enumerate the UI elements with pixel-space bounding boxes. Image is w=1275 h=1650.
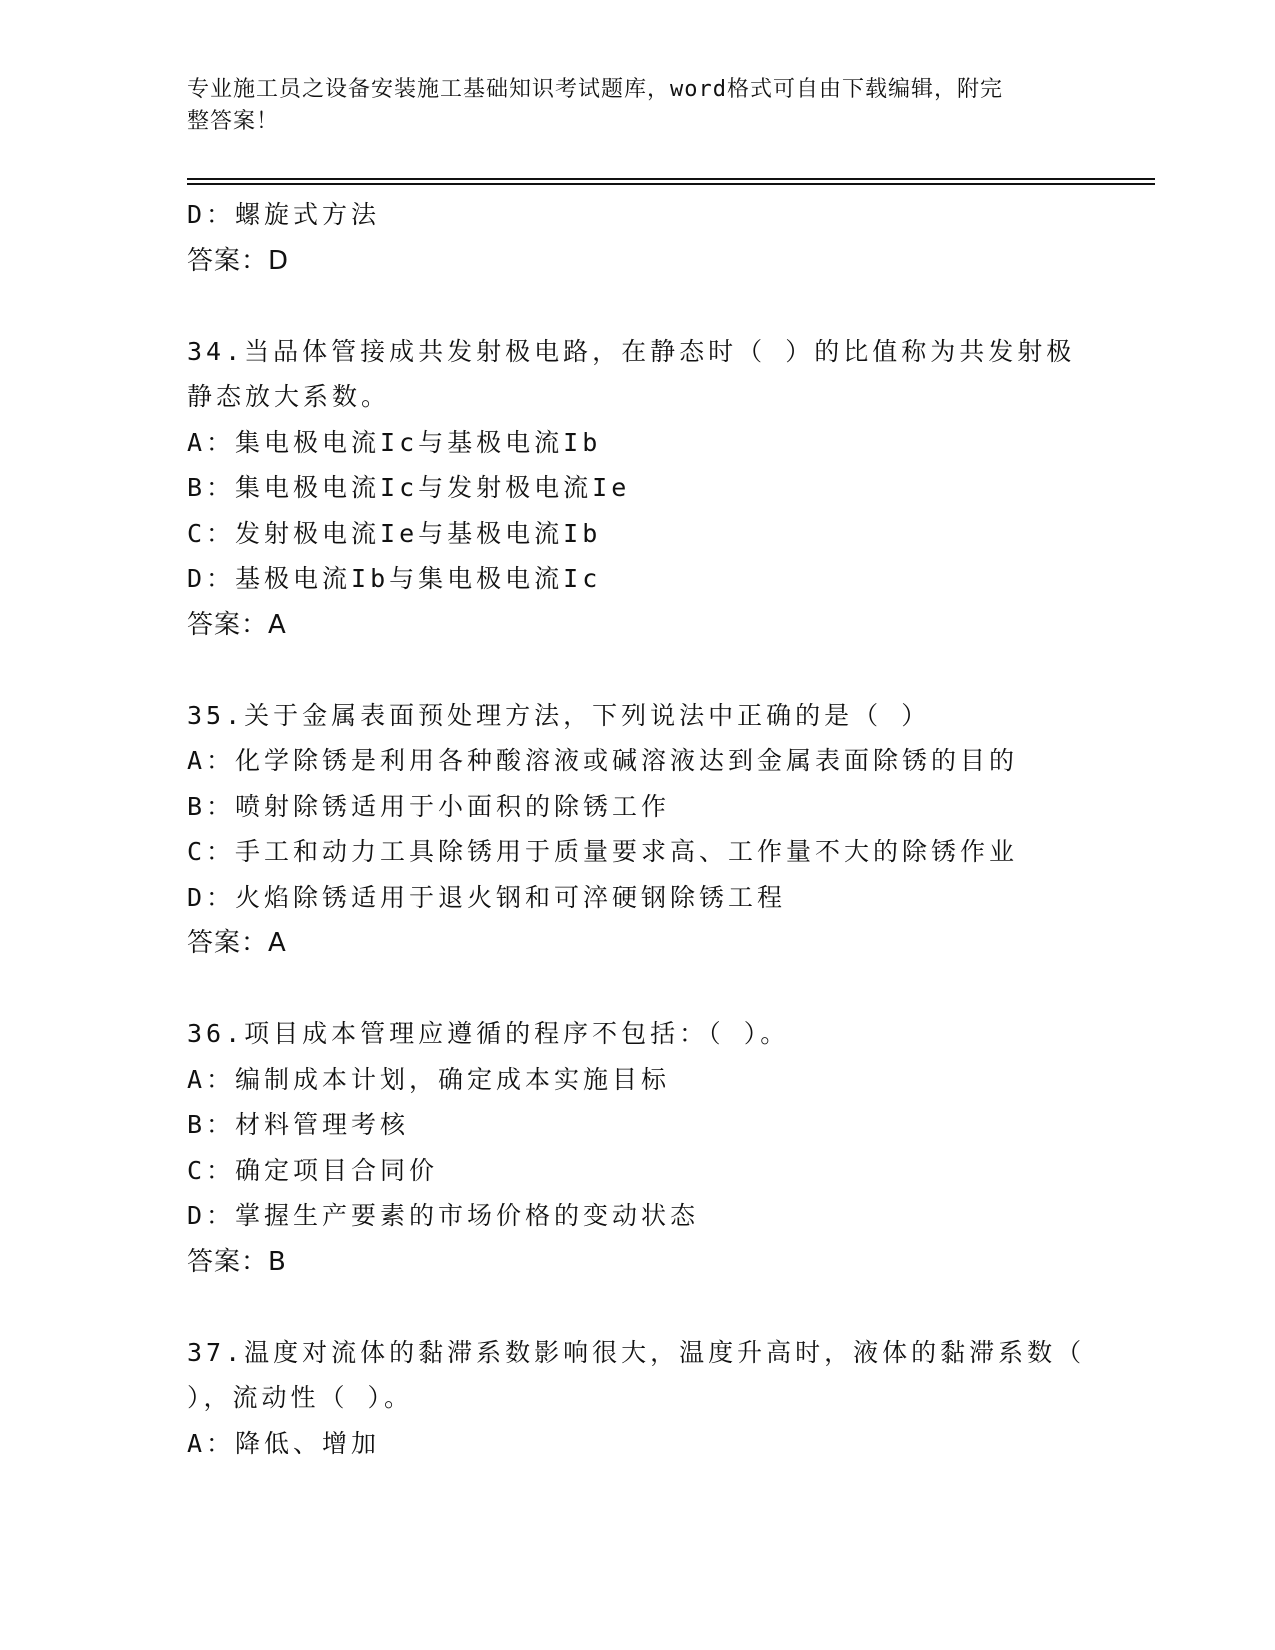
header-rule-top	[187, 178, 1155, 180]
option-d: D：掌握生产要素的市场价格的变动状态	[187, 1201, 700, 1230]
header-rule-bottom	[187, 183, 1155, 185]
option-d: D：基极电流Ib与集电极电流Ic	[187, 564, 602, 593]
question-stem: 37.温度对流体的黏滞系数影响很大，温度升高时，液体的黏滞系数（	[187, 1337, 1086, 1367]
option-b: B：喷射除锈适用于小面积的除锈工作	[187, 791, 671, 821]
option-d: D：螺旋式方法	[187, 200, 381, 229]
option-c: C：确定项目合同价	[187, 1155, 439, 1185]
option-c: C：手工和动力工具除锈用于质量要求高、工作量不大的除锈作业	[187, 837, 1019, 866]
question-block-36	[187, 1011, 1087, 1285]
question-stem: 35.关于金属表面预处理方法，下列说法中正确的是（ ）	[187, 700, 931, 730]
option-a: A：集电极电流Ic与基极电流Ib	[187, 427, 602, 457]
header-line-1: 专业施工员之设备安装施工基础知识考试题库，word格式可自由下载编辑，附完	[187, 77, 1003, 102]
answer-line: 答案：A	[187, 609, 287, 640]
document-header	[187, 74, 1067, 138]
option-d: D：火焰除锈适用于退火钢和可淬硬钢除锈工程	[187, 882, 787, 912]
option-b: B：材料管理考核	[187, 1110, 410, 1139]
question-stem-continued: 静态放大系数。	[187, 382, 391, 411]
question-block-34	[187, 329, 1087, 648]
question-stem: 36.项目成本管理应遵循的程序不包括：（ ）。	[187, 1019, 790, 1048]
answer-line: 答案：D	[187, 245, 290, 276]
question-block-35	[187, 693, 1087, 967]
question-block-33	[187, 192, 1087, 284]
question-list	[187, 192, 1087, 1466]
answer-line: 答案：B	[187, 1246, 287, 1277]
header-line-2: 整答案！	[187, 109, 280, 134]
question-block-37	[187, 1330, 1087, 1467]
option-a: A：化学除锈是利用各种酸溶液或碱溶液达到金属表面除锈的目的	[187, 746, 1019, 775]
answer-line: 答案：A	[187, 928, 287, 958]
option-a: A：编制成本计划，确定成本实施目标	[187, 1064, 671, 1094]
option-a: A：降低、增加	[187, 1428, 381, 1458]
question-stem: 34.当品体管接成共发射极电路，在静态时（ ）的比值称为共发射极	[187, 336, 1076, 366]
option-b: B：集电极电流Ic与发射极电流Ie	[187, 473, 631, 502]
question-stem-continued: ），流动性（ ）。	[187, 1383, 414, 1412]
option-c: C：发射极电流Ie与基极电流Ib	[187, 518, 602, 548]
